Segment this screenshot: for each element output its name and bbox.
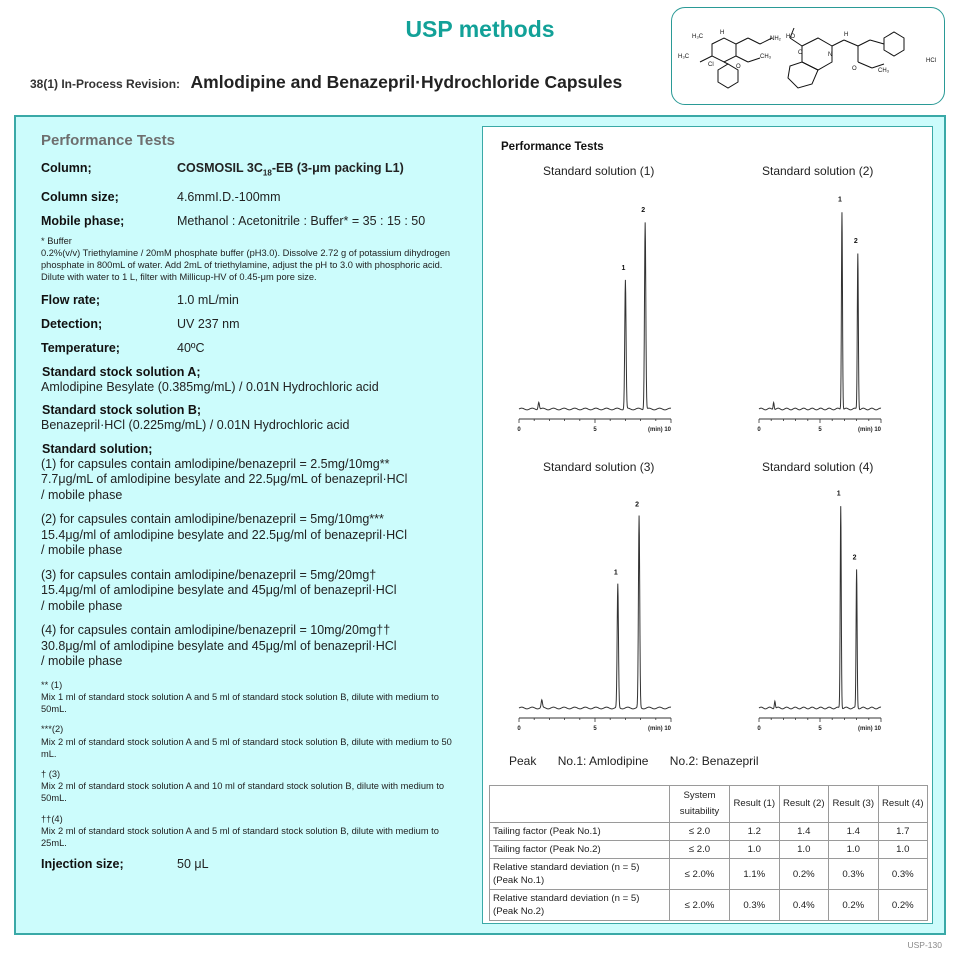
table-header: System suitability [670,786,730,823]
x-tick-label: 5 [593,726,597,732]
table-header [490,786,670,823]
chromatogram-trace [519,222,671,410]
struct-label: CH₃ [760,54,772,60]
value-cell: 0.3% [730,890,780,921]
chromatogram-1 [515,195,675,435]
peak-number-label: 1 [836,490,841,498]
flow-rate-value: 1.0 mL/min [177,292,239,307]
results-table [489,785,928,921]
chromatogram-trace [759,506,881,709]
mobile-phase-label: Mobile phase; [41,213,125,228]
stock-b-label: Standard stock solution B; [42,403,202,418]
peak-legend-no1: No.1: Amlodipine [557,754,649,768]
main-panel [14,115,946,935]
value-cell: 1.7 [878,823,928,841]
row-label-cell: Relative standard deviation (n = 5) (Peak No.1) [490,859,670,890]
section-title: Performance Tests [41,132,175,149]
table-row [490,859,928,890]
x-tick-label: 0 [517,427,521,433]
chromatogram-label: Standard solution (1) [543,164,655,178]
struct-label: H [720,30,725,36]
value-cell: 1.0 [878,841,928,859]
table-header: Result (4) [878,786,928,823]
chromatogram-trace [759,212,881,410]
mobile-phase-value: Methanol : Acetonitrile : Buffer* = 35 : 15 : 50 [177,213,426,228]
peak-number-label: 2 [641,206,646,214]
value-cell: ≤ 2.0% [670,859,730,890]
x-tick-label: 5 [593,427,597,433]
value-cell: 0.2% [829,890,879,921]
x-tick-label: 5 [818,427,822,433]
table-header: Result (2) [779,786,829,823]
standard-solution-item: (3) for capsules contain amlodipine/benazepril = 5mg/20mg† 15.4μg/ml of amlodipine besylate and 45μg/ml of benazepril·HCl / mobile phase [41,567,397,613]
peak-number-label: 2 [852,554,857,562]
peak-legend-title: Peak [509,754,537,768]
chemical-structure-box [671,7,945,105]
chromatogram-2 [755,195,885,435]
value-cell: 0.2% [878,890,928,921]
temperature-row [41,341,461,356]
peak-legend [509,754,777,768]
chromatogram-label: Standard solution (2) [762,164,874,178]
standard-solution-label: Standard solution; [42,441,153,456]
peak-legend-no2: No.2: Benazepril [669,754,759,768]
detection-row [41,317,461,332]
value-cell: 1.0 [829,841,879,859]
struct-label: H [844,32,849,38]
detection-label: Detection; [41,316,103,331]
value-cell: 0.3% [878,859,928,890]
struct-label: O [798,50,803,56]
injection-label: Injection size; [41,857,124,872]
column-value: COSMOSIL $3C_{18}-EB$ (3-μm packing L1) [177,161,404,178]
value-cell: ≤ 2.0 [670,841,730,859]
peak-number-label: 1 [838,196,842,204]
chromatogram-4 [755,489,885,734]
standard-solution-item: (4) for capsules contain amlodipine/benazepril = 10mg/20mg†† 30.8μg/ml of amlodipine besylate and 45μg/ml of benazepril·HCl / mobile phase [41,623,397,669]
temperature-value: 40ºC [177,340,205,355]
x-tick-label: 0 [757,726,761,732]
footnote: † (3) Mix 2 ml of standard stock solution A and 10 ml of standard stock solution B, dilute with medium to 50mL. [41,768,445,804]
injection-row [41,857,461,872]
stock-a-value: Amlodipine Besylate (0.385mg/mL) / 0.01N Hydrochloric acid [41,379,379,394]
table-row [490,890,928,921]
flow-rate-label: Flow rate; [41,292,101,307]
value-cell: ≤ 2.0 [670,823,730,841]
table-header: Result (3) [829,786,879,823]
x-tick-label: (min) 10 [647,726,671,732]
struct-label: H₃C [678,54,690,60]
performance-panel [482,126,933,924]
chromatogram-trace [519,516,671,709]
table-header: Result (1) [730,786,780,823]
row-label-cell: Tailing factor (Peak No.1) [490,823,670,841]
value-cell: 0.4% [779,890,829,921]
revision-label: 38(1) In-Process Revision: [30,77,181,91]
struct-label: O [736,64,741,70]
peak-number-label: 2 [853,238,858,245]
product-name: Amlodipine and Benazepril·Hydrochloride Capsules [190,72,623,92]
struct-label: Cl [708,62,714,68]
standard-solution-item: (2) for capsules contain amlodipine/benazepril = 5mg/10mg*** 15.4μg/ml of amlodipine besylate and 22.5μg/ml of benazepril·HCl / mobile phase [41,512,407,558]
stock-b-value: Benazepril·HCl (0.225mg/mL) / 0.01N Hydrochloric acid [41,418,350,433]
peak-number-label: 2 [635,501,640,509]
row-label-cell: Tailing factor (Peak No.2) [490,841,670,859]
chromatogram-3 [515,489,675,734]
table-row [490,841,928,859]
x-tick-label: 0 [757,427,761,433]
detection-value: UV 237 nm [177,316,240,331]
mobile-phase-row [41,214,461,229]
table-row [490,823,928,841]
injection-value: 50 μL [177,857,209,872]
struct-label: H₃C [692,34,704,40]
stock-a-label: Standard stock solution A; [42,364,201,379]
column-row [41,161,461,181]
x-tick-label: 5 [818,726,822,732]
x-tick-label: 0 [517,726,521,732]
struct-label: NH₂ [770,36,781,42]
x-tick-label: (min) 10 [647,427,671,433]
chemical-structure-drawing [672,8,946,106]
value-cell: 0.3% [829,859,879,890]
column-label: Column; [41,161,92,175]
peak-number-label: 1 [613,569,618,577]
x-tick-label: (min) 10 [857,726,881,732]
page-code: USP-130 [907,940,942,950]
footnote: ***(2) Mix 2 ml of standard stock solution A and 5 ml of standard stock solution B, dilute with medium to 50 mL. [41,724,452,759]
struct-label: O [852,66,857,72]
struct-label: HO [786,34,795,40]
revision-line [30,72,622,93]
chromatogram-label: Standard solution (4) [762,460,874,474]
footnote: ** (1) Mix 1 ml of standard stock solution A and 5 ml of standard stock solution B, dilute with medium to 50mL. [41,679,439,715]
peak-number-label: 1 [621,265,626,273]
table-header-row [490,786,928,823]
value-cell: 1.1% [730,859,780,890]
row-label-cell: Relative standard deviation (n = 5) (Peak No.2) [490,890,670,921]
flow-rate-row [41,293,461,308]
temperature-label: Temperature; [41,340,120,355]
value-cell: 1.4 [829,823,879,841]
performance-title: Performance Tests [501,141,604,153]
value-cell: 1.2 [730,823,780,841]
value-cell: 1.0 [730,841,780,859]
buffer-note: * Buffer 0.2%(v/v) Triethylamine / 20mM phosphate buffer (pH3.0). Dissolve 2.72 g of potassium dihydrogen phosphate in 800mL of water. Add 2mL of triethylamine, adjust the pH to 3.0 with phosphoric acid. Dilute with water to 1 L, filter with Millicup-HV of 0.45-μm pore size. [41,235,451,283]
value-cell: 1.4 [779,823,829,841]
chromatogram-label: Standard solution (3) [543,460,655,474]
footnote: ††(4) Mix 2 ml of standard stock solution A and 5 ml of standard stock solution B, dilute with medium to 25mL. [41,813,439,848]
method-conditions [41,132,461,881]
column-size-row [41,190,461,205]
struct-label: CH₃ [878,68,890,74]
value-cell: ≤ 2.0% [670,890,730,921]
struct-label: HCl [926,58,936,64]
page-title: USP methods [405,16,555,42]
value-cell: 1.0 [779,841,829,859]
struct-label: N [828,52,833,58]
x-tick-label: (min) 10 [857,427,881,433]
column-size-label: Column size; [41,189,119,204]
standard-solution-item: (1) for capsules contain amlodipine/benazepril = 2.5mg/10mg** 7.7μg/mL of amlodipine besylate and 22.5μg/mL of benazepril·HCl / mobile phase [41,456,408,502]
column-size-value: 4.6mmI.D.-100mm [177,189,281,204]
value-cell: 0.2% [779,859,829,890]
